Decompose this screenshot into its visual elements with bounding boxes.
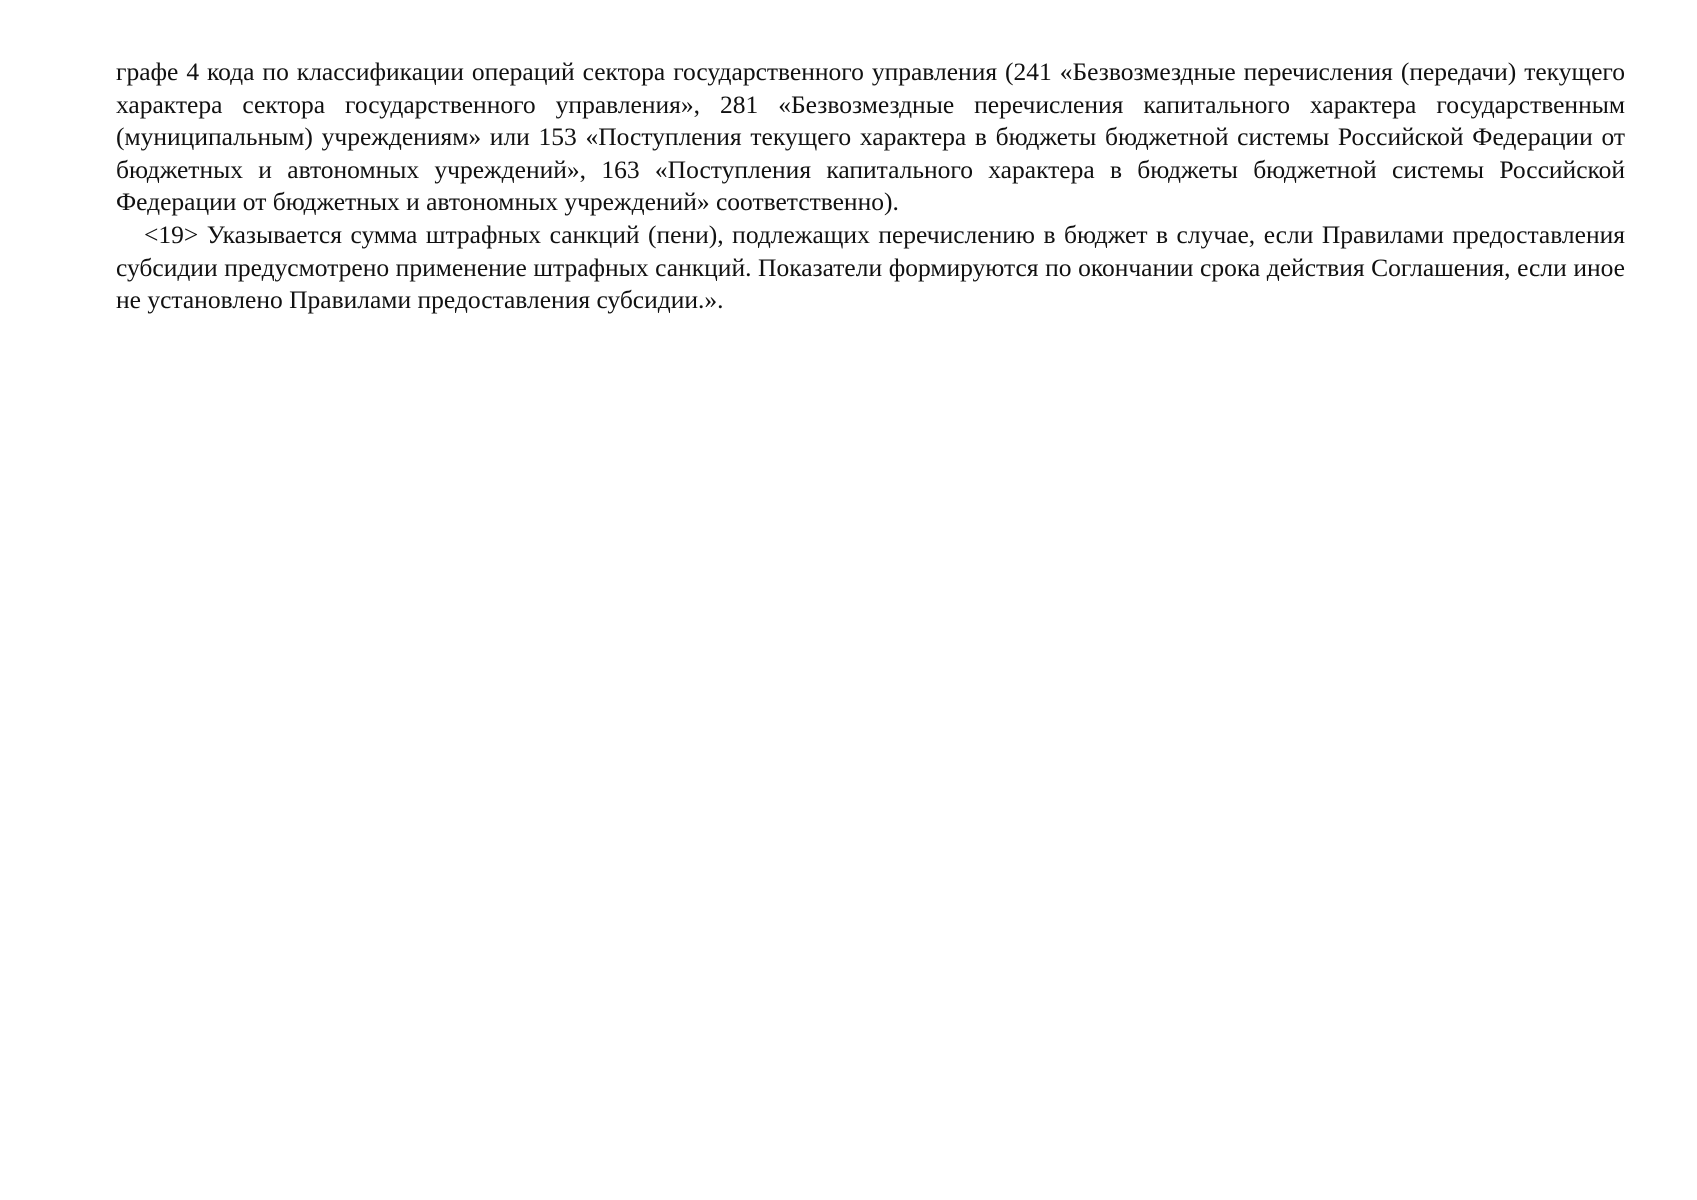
paragraph-continuation: графе 4 кода по классификации операций сектора государственного управления (241 «Безвозмездные перечисления (передачи) текущего характера сектора государственного управления», 281 «Безвозмездные перечисления капитального характера государственным (муниципальным) учреждениям» или 153 «Поступления текущего характера в бюджеты бюджетной системы Российской Федерации от бюджетных и автономных учреждений», 163 «Поступления капитального характера в бюджеты бюджетной системы Российской Федерации от бюджетных и автономных учреждений» соответственно). xyxy=(116,57,1625,217)
footnote-19: <19> Указывается сумма штрафных санкций (пени), подлежащих перечислению в бюджет в случае, если Правилами предоставления субсидии предусмотрено применение штрафных санкций. Показатели формируются по окончании срока действия Соглашения, если иное не установлено Правилами предоставления субсидии.». xyxy=(116,219,1625,315)
document-body xyxy=(116,56,1625,317)
